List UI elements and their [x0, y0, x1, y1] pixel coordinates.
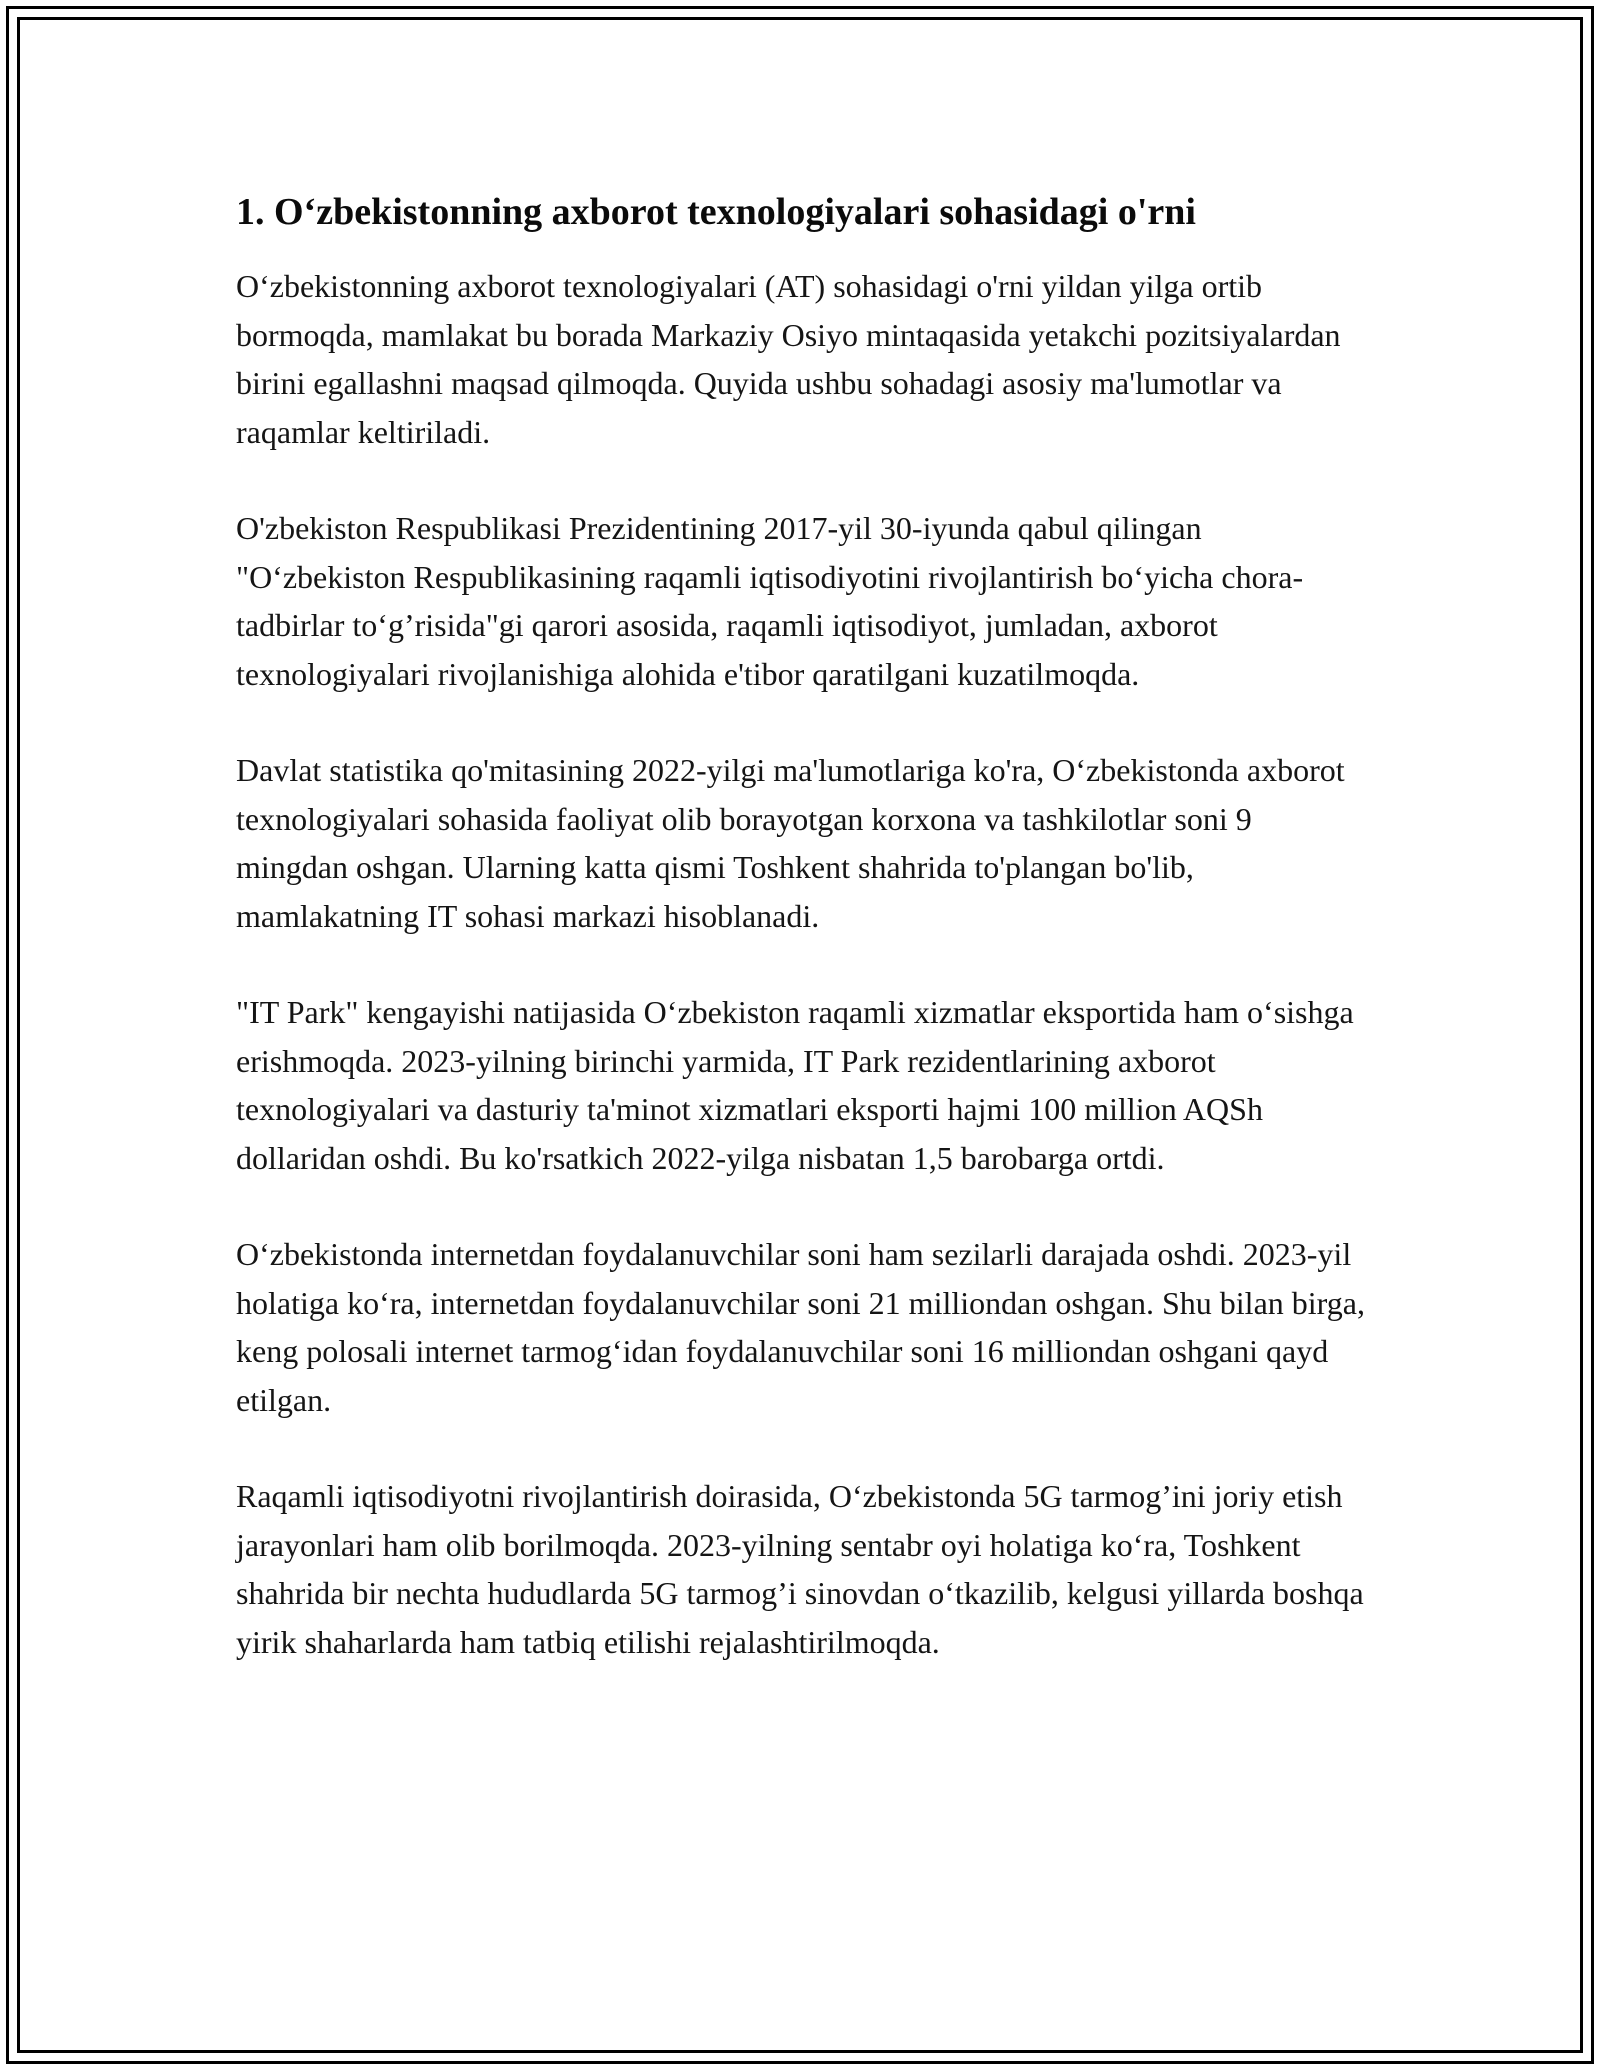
paragraph-5g-network: Raqamli iqtisodiyotni rivojlantirish doirasida, O‘zbekistonda 5G tarmog’ini joriy etish jarayonlari ham olib borilmoqda. 2023-yilning sentabr oyi holatiga ko‘ra, Toshkent shahrida bir nechta hududlarda 5G tarmog’i sinovdan o‘tkazilib, kelgusi yillarda boshqa yirik shaharlarda ham tatbiq etilishi rejalashtirilmoqda.: [236, 1478, 1364, 1660]
paragraph-it-park: "IT Park" kengayishi natijasida O‘zbekiston raqamli xizmatlar eksportida ham o‘sishga erishmoqda. 2023-yilning birinchi yarmida, IT Park rezidentlarining axborot texnologiyalari va dasturiy ta'minot xizmatlari eksporti hajmi 100 million AQSh dollaridan oshdi. Bu ko'rsatkich 2022-yilga nisbatan 1,5 barobarga ortdi.: [236, 994, 1354, 1176]
paragraph-statistics: Davlat statistika qo'mitasining 2022-yilgi ma'lumotlariga ko'ra, O‘zbekistonda axborot texnologiyalari sohasida faoliyat olib borayotgan korxona va tashkilotlar soni 9 mingdan oshgan. Ularning katta qismi Toshkent shahrida to'plangan bo'lib, mamlakatning IT sohasi markazi hisoblanadi.: [236, 752, 1345, 934]
paragraph-internet-users: O‘zbekistonda internetdan foydalanuvchilar soni ham sezilarli darajada oshdi. 2023-yil holatiga ko‘ra, internetdan foydalanuvchilar soni 21 milliondan oshgan. Shu bilan birga, keng polosali internet tarmog‘idan foydalanuvchilar soni 16 milliondan oshgani qayd etilgan.: [236, 1236, 1365, 1418]
document-body: [236, 184, 1366, 1714]
section-heading: 1. O‘zbekistonning axborot texnologiyalari sohasidagi o'rni: [236, 191, 1196, 233]
paragraph-presidential-decree: O'zbekiston Respublikasi Prezidentining 2017-yil 30-iyunda qabul qilingan "O‘zbekiston Respublikasining raqamli iqtisodiyotini rivojlantirish bo‘yicha chora-tadbirlar to‘g’risida"gi qarori asosida, raqamli iqtisodiyot, jumladan, axborot texnologiyalari rivojlanishiga alohida e'tibor qaratilgani kuzatilmoqda.: [236, 510, 1304, 692]
paragraph-intro: O‘zbekistonning axborot texnologiyalari (AT) sohasidagi o'rni yildan yilga ortib bormoqda, mamlakat bu borada Markaziy Osiyo mintaqasida yetakchi pozitsiyalardan birini egallashni maqsad qilmoqda. Quyida ushbu sohadagi asosiy ma'lumotlar va raqamlar keltiriladi.: [236, 268, 1341, 450]
